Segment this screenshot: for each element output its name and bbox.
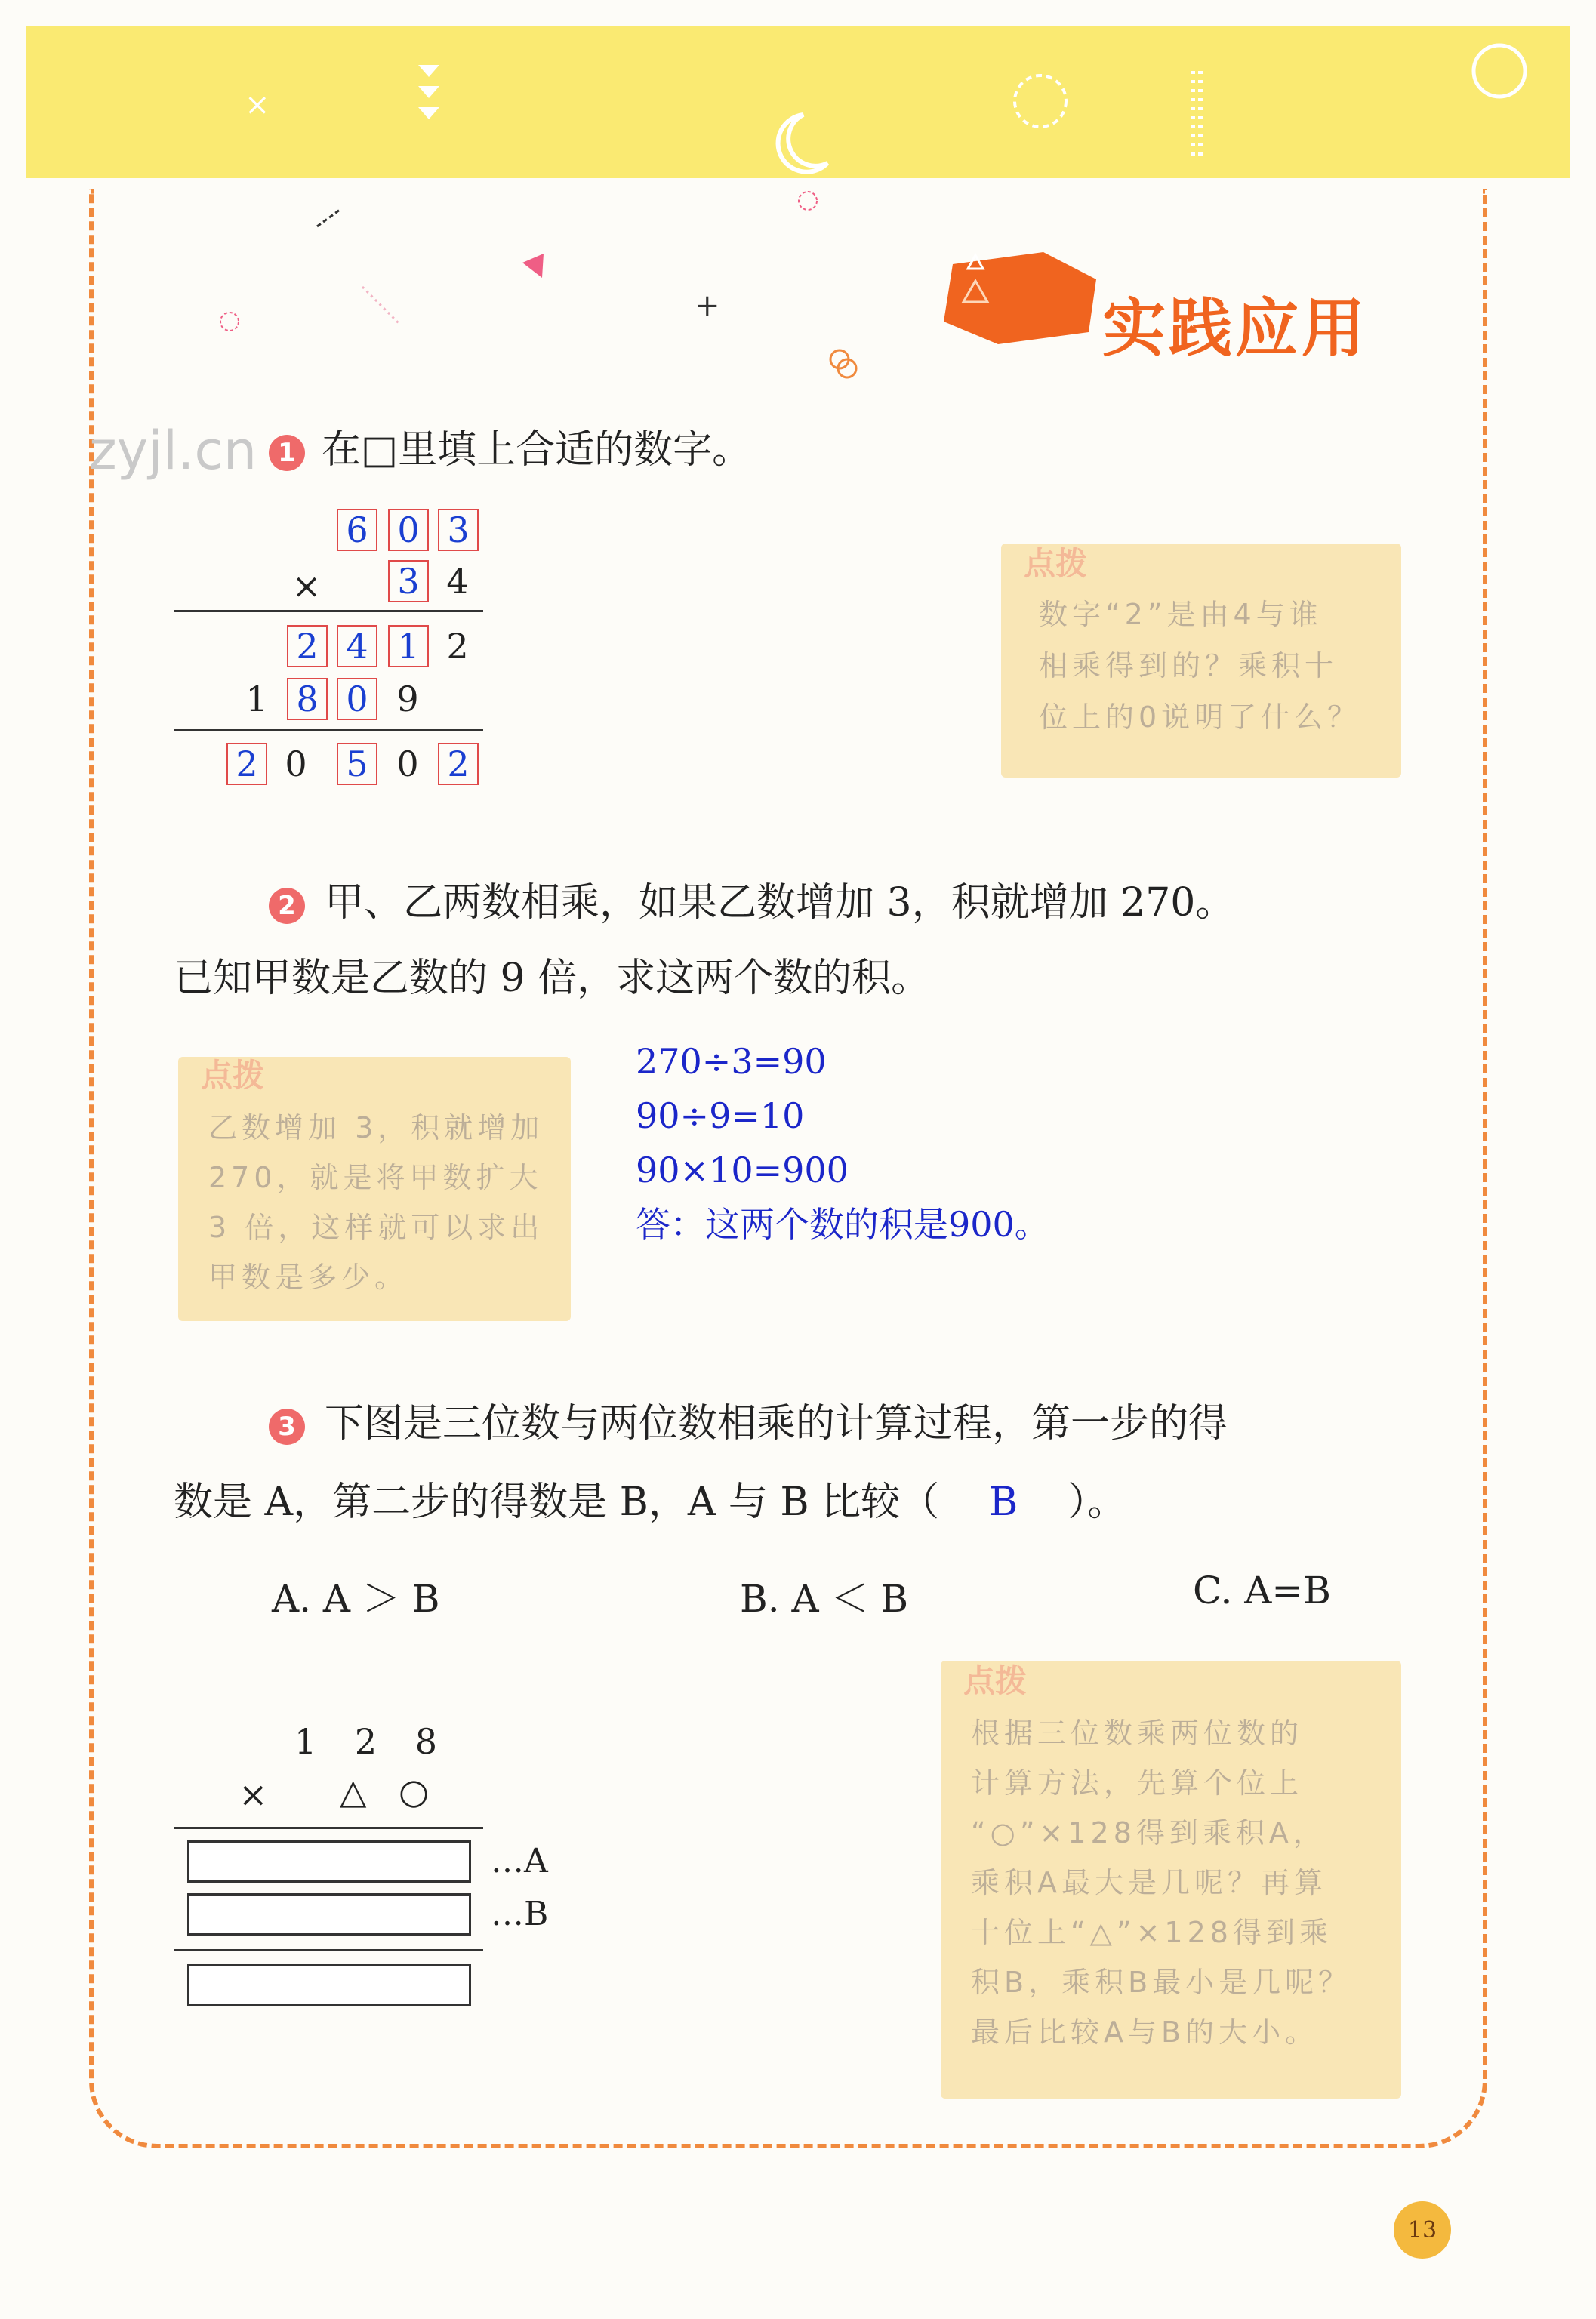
section-title: 实践应用 [1102, 291, 1369, 365]
hint-line: 最后比较A与B的大小。 [971, 2016, 1319, 2049]
q3-line2-start: 数是 A，第二步的得数是 B，A 与 B 比较（ [174, 1480, 940, 1525]
decorative-shapes [26, 26, 1570, 178]
hint-line: 十位上“△”×128得到乘 [971, 1916, 1333, 1949]
question-1-text: 在□里填上合适的数字。 [322, 427, 752, 473]
option-c: C. A=B [1193, 1569, 1332, 1612]
answer-box: 0 [337, 678, 377, 720]
answer-box: 3 [438, 509, 479, 551]
answer-box: 4 [337, 625, 377, 667]
hint-box-1 [1001, 544, 1401, 778]
rule-line [174, 1949, 483, 1951]
blank-box-b [187, 1893, 471, 1936]
hint-line: 积B，乘积B最小是几呢？ [971, 1966, 1352, 1999]
q2-answer [636, 1034, 1049, 1252]
answer-box: 6 [337, 509, 377, 551]
question-3-line1: 下图是三位数与两位数相乘的计算过程，第一步的得 [325, 1401, 1228, 1446]
label-a: …A [491, 1842, 548, 1880]
hint-box-2 [178, 1057, 571, 1321]
label-b: …B [491, 1895, 549, 1933]
blank-box-product [187, 1964, 471, 2006]
hint-line: 根据三位数乘两位数的 [971, 1717, 1304, 1750]
answer-line: 答：这两个数的积是900。 [636, 1204, 1049, 1245]
hint-line: 270，就是将甲数扩大 [208, 1161, 543, 1194]
option-a: A. A ＞ B [272, 1577, 440, 1621]
answer-box: 5 [337, 743, 377, 785]
rule-line [174, 610, 483, 612]
svg-text:+: + [695, 288, 720, 323]
answer-box: 2 [226, 743, 267, 785]
digit: 2 [446, 626, 469, 667]
hint-box-3 [941, 1661, 1401, 2099]
section-badge-icon [930, 249, 1111, 347]
answer-line: 90×10=900 [636, 1150, 849, 1190]
hint-title: 点拨 [201, 1057, 265, 1094]
hint-line: 计算方法，先算个位上 [971, 1766, 1304, 1800]
hint-line: 相乘得到的？乘积十 [1039, 649, 1339, 682]
top-banner [26, 26, 1570, 178]
q1-vertical-multiplication [174, 506, 483, 793]
question-number-1: 1 [269, 435, 305, 471]
q3-line2-end: ）。 [1068, 1480, 1127, 1525]
digit: 1 [245, 679, 268, 719]
rule-line [174, 1827, 483, 1829]
q3-answer: B [989, 1480, 1018, 1525]
hint-line: “○”×128得到乘积A， [971, 1816, 1326, 1849]
question-number-2: 2 [269, 888, 305, 924]
digit: 0 [396, 744, 419, 784]
question-number-3: 3 [269, 1409, 305, 1445]
digit: 4 [446, 561, 469, 602]
multiplicand: 1 2 8 [294, 1721, 451, 1762]
times-sign: × [239, 1774, 268, 1815]
answer-box: 0 [388, 509, 429, 551]
page-number: 13 [1394, 2201, 1451, 2259]
question-2-line2: 已知甲数是乙数的 9 倍，求这两个数的积。 [174, 956, 931, 1001]
answer-box: 8 [287, 678, 328, 720]
answer-line: 90÷9=10 [636, 1095, 805, 1136]
question-2-line1: 甲、乙两数相乘，如果乙数增加 3，积就增加 270。 [325, 880, 1235, 925]
multiplier-symbols: △ ○ [340, 1771, 440, 1812]
hint-line: 位上的0说明了什么？ [1039, 701, 1361, 734]
answer-box: 2 [438, 743, 479, 785]
decorative-confetti [211, 189, 891, 400]
svg-text:×: × [245, 88, 270, 122]
hint-title: 点拨 [1024, 545, 1088, 582]
watermark: zyjl.cn [89, 420, 257, 482]
answer-box: 2 [287, 625, 328, 667]
hint-line: 3 倍，这样就可以求出 [208, 1211, 544, 1244]
hint-line: 甲数是多少。 [208, 1261, 408, 1294]
rule-line [174, 729, 483, 731]
hint-title: 点拨 [963, 1662, 1028, 1699]
hint-line: 数字“2”是由4与谁 [1039, 598, 1323, 631]
hint-line: 乙数增加 3，积就增加 [208, 1111, 544, 1144]
option-b: B. A ＜ B [740, 1577, 909, 1621]
blank-box-a [187, 1840, 471, 1883]
digit: 0 [285, 744, 307, 784]
answer-box: 3 [388, 560, 429, 602]
answer-box: 1 [388, 625, 429, 667]
question-3-line2 [174, 1464, 1126, 1540]
digit: 9 [396, 679, 419, 719]
times-sign: × [291, 565, 322, 606]
answer-line: 270÷3=90 [636, 1041, 827, 1082]
q3-multiplication-diagram [174, 1721, 581, 2023]
hint-line: 乘积A最大是几呢？再算 [971, 1866, 1327, 1899]
